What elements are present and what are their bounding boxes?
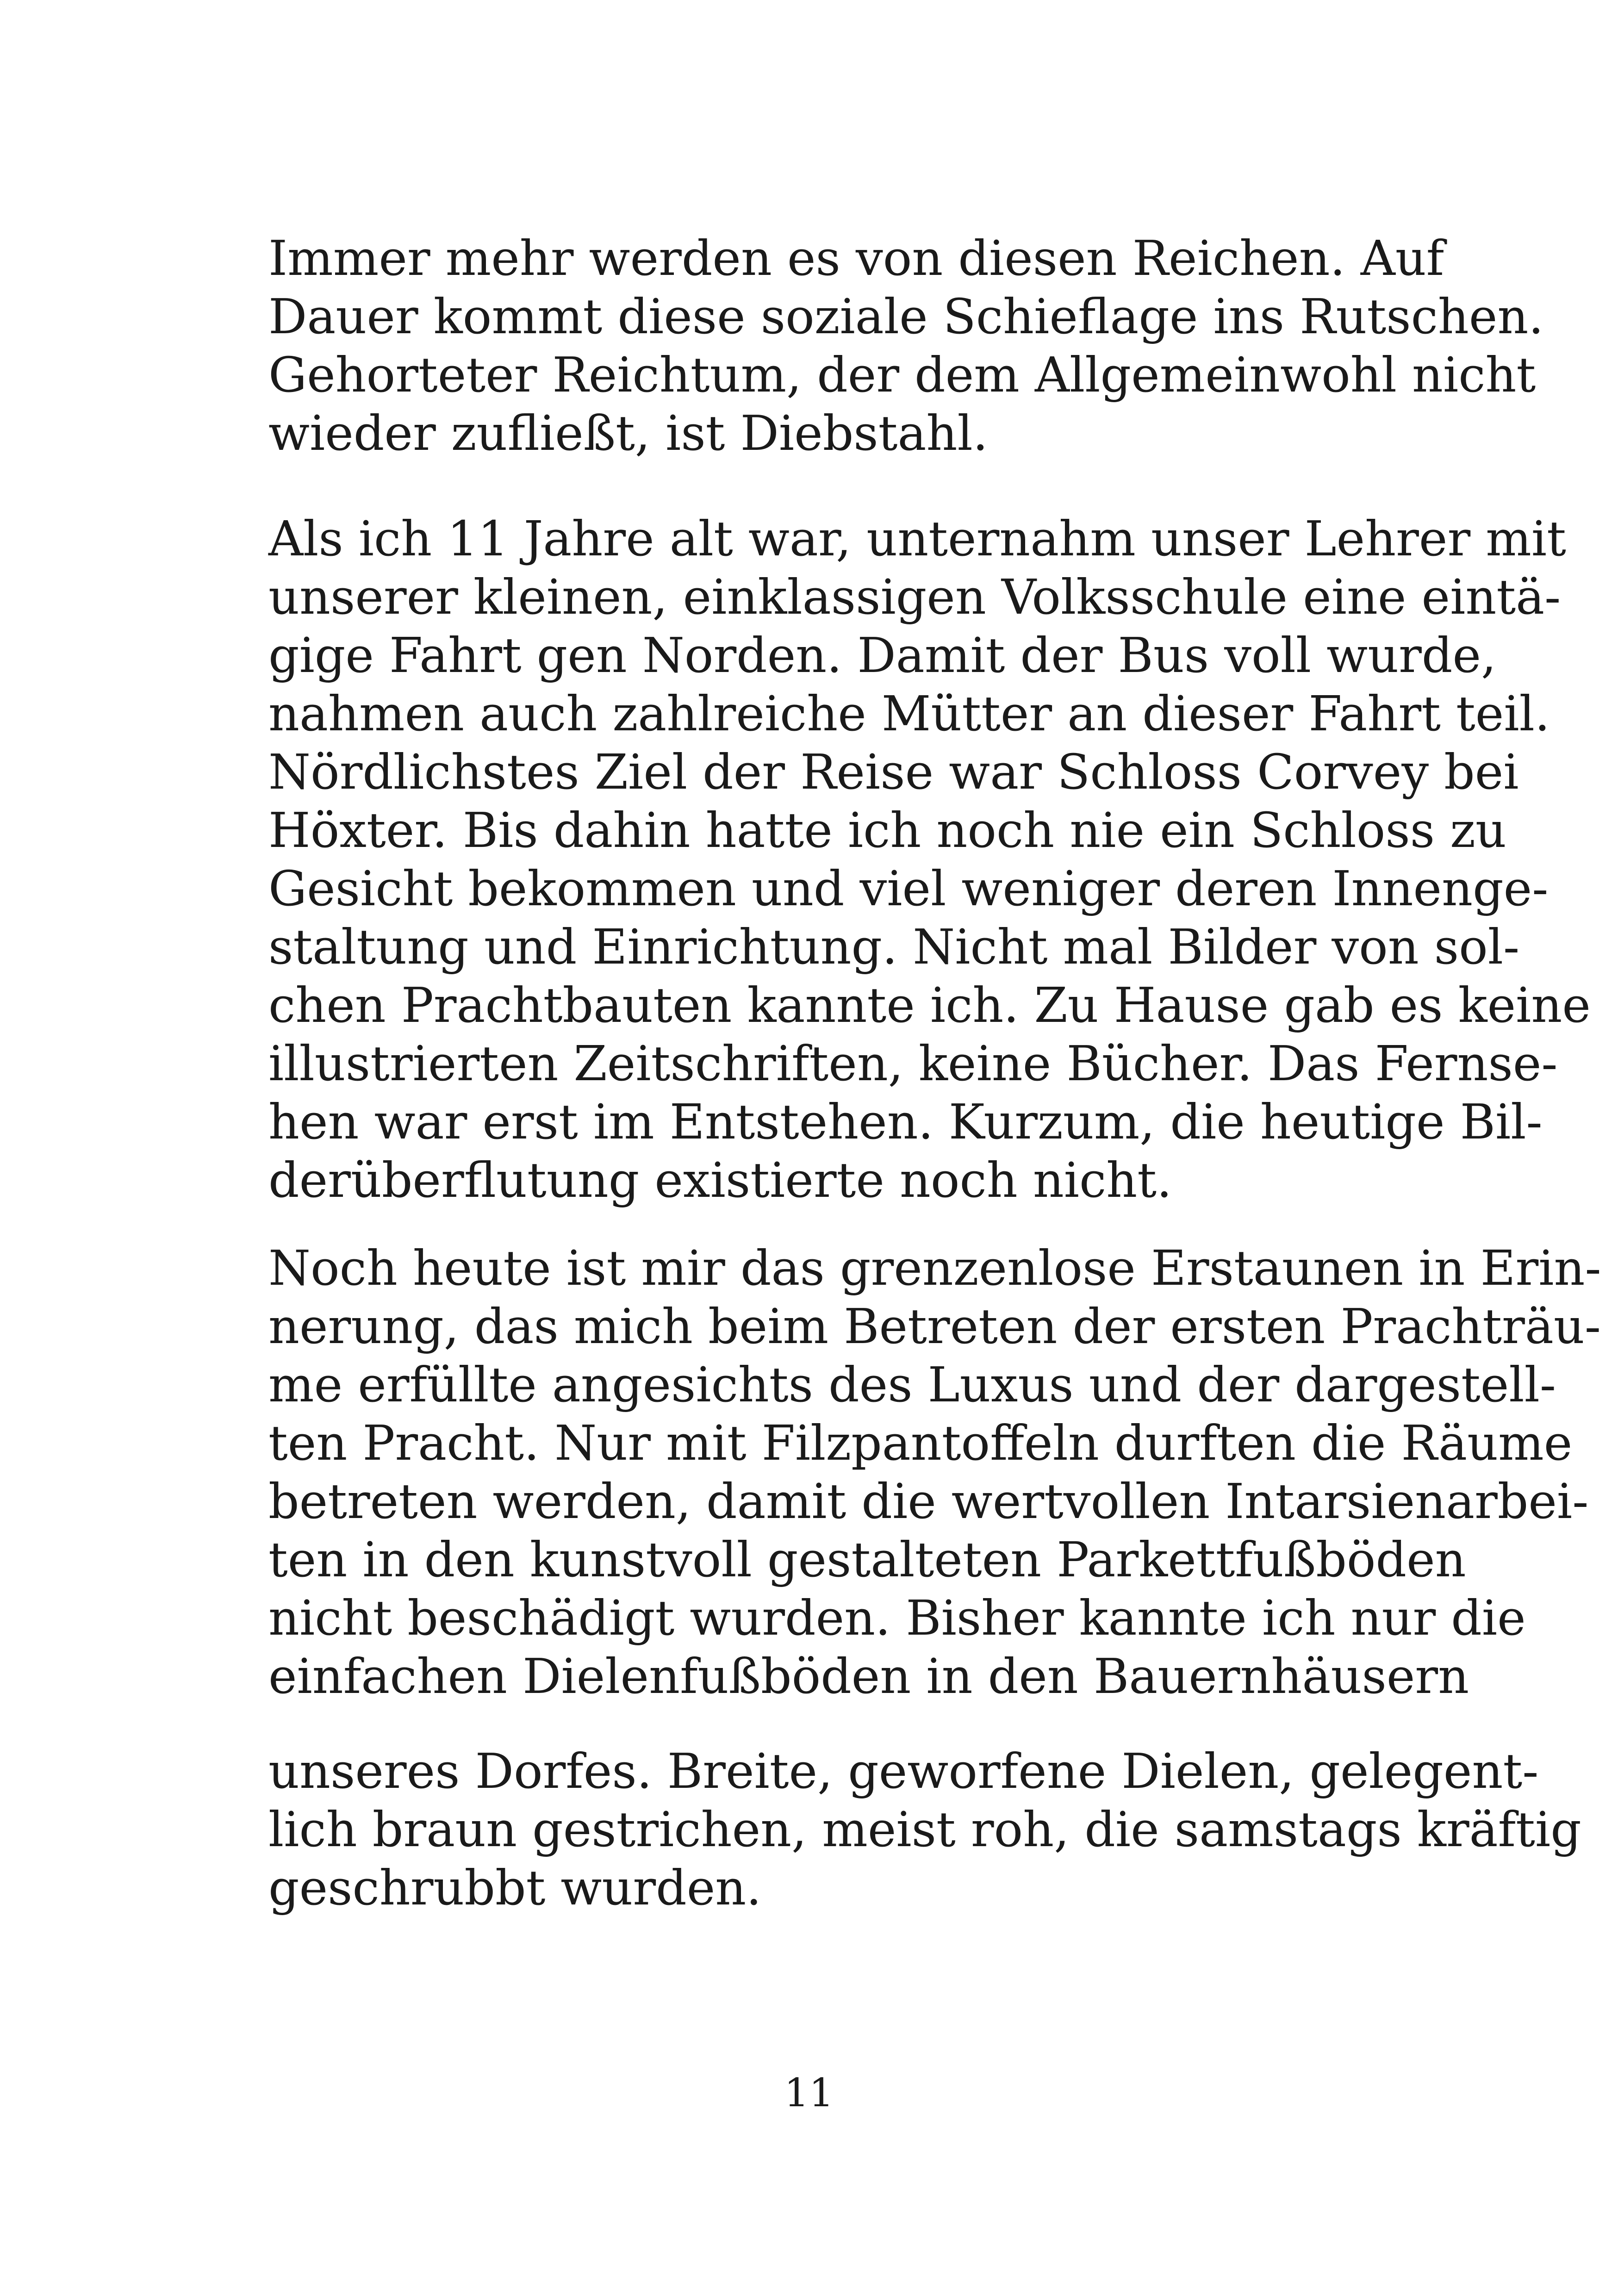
text-line: einfachen Dielenfußböden in den Bauernhäusern bbox=[268, 1648, 1469, 1705]
text-line: nicht beschädigt wurden. Bisher kannte ich nur die bbox=[268, 1590, 1526, 1646]
text-line: Höxter. Bis dahin hatte ich noch nie ein Schloss zu bbox=[268, 802, 1506, 859]
text-line: unserer kleinen, einklassigen Volksschule eine eintä- bbox=[268, 569, 1561, 625]
text-line: nahmen auch zahlreiche Mütter an dieser Fahrt teil. bbox=[268, 685, 1550, 742]
paragraph-4 bbox=[268, 1742, 1581, 1917]
text-line: gige Fahrt gen Norden. Damit der Bus voll wurde, bbox=[268, 627, 1497, 684]
text-line: Dauer kommt diese soziale Schieflage ins Rutschen. bbox=[268, 288, 1544, 345]
text-line: Immer mehr werden es von diesen Reichen. Auf bbox=[268, 230, 1444, 286]
text-line: Als ich 11 Jahre alt war, unternahm unser Lehrer mit bbox=[268, 510, 1566, 567]
text-line: derüberflutung existierte noch nicht. bbox=[268, 1152, 1172, 1208]
text-line: Gehorteter Reichtum, der dem Allgemeinwohl nicht bbox=[268, 347, 1536, 403]
text-line: ten Pracht. Nur mit Filzpantoffeln durften die Räume bbox=[268, 1415, 1573, 1471]
text-line: Gesicht bekommen und viel weniger deren Innenge- bbox=[268, 860, 1549, 917]
text-line: staltung und Einrichtung. Nicht mal Bilder von sol- bbox=[268, 919, 1520, 975]
text-line: betreten werden, damit die wertvollen Intarsienarbei- bbox=[268, 1473, 1589, 1530]
paragraph-3 bbox=[268, 1239, 1601, 1705]
text-line: wieder zufließt, ist Diebstahl. bbox=[268, 405, 988, 461]
text-line: unseres Dorfes. Breite, geworfene Dielen, gelegent- bbox=[268, 1743, 1539, 1799]
paragraph-2 bbox=[268, 510, 1591, 1209]
text-line: lich braun gestrichen, meist roh, die samstags kräftig bbox=[268, 1801, 1581, 1858]
text-line: hen war erst im Entstehen. Kurzum, die heutige Bil- bbox=[268, 1094, 1543, 1150]
text-line: illustrierten Zeitschriften, keine Bücher. Das Fernse- bbox=[268, 1035, 1558, 1092]
text-line: Noch heute ist mir das grenzenlose Erstaunen in Erin- bbox=[268, 1240, 1601, 1296]
text-line: chen Prachtbauten kannte ich. Zu Hause gab es keine bbox=[268, 977, 1591, 1033]
text-line: me erfüllte angesichts des Luxus und der dargestell- bbox=[268, 1356, 1556, 1413]
text-line: nerung, das mich beim Betreten der ersten Prachträu- bbox=[268, 1298, 1601, 1355]
text-line: geschrubbt wurden. bbox=[268, 1860, 762, 1916]
text-line: ten in den kunstvoll gestalteten Parkettfußböden bbox=[268, 1531, 1466, 1588]
paragraph-1 bbox=[268, 229, 1544, 462]
page-number: 11 bbox=[784, 2070, 834, 2116]
text-line: Nördlichstes Ziel der Reise war Schloss Corvey bei bbox=[268, 744, 1519, 800]
